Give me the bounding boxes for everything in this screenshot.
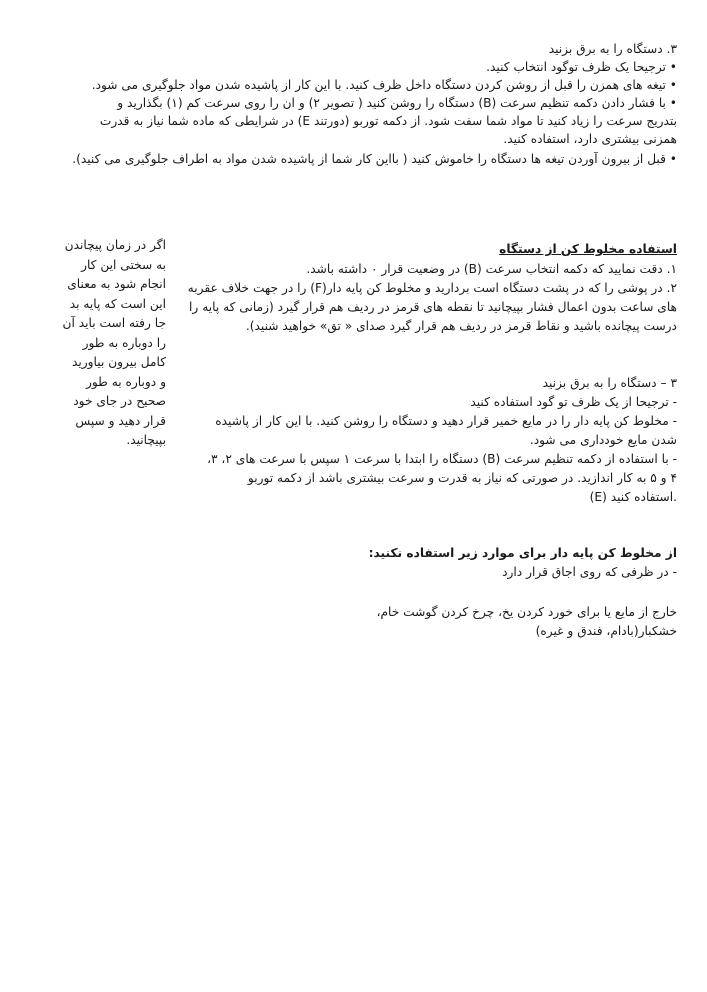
section2-line-2: ۲. در پوشی را که در پشت دستگاه است بردارید و مخلوط کن پایه دار(F) را در جهت خلاف عقربه [187,281,677,295]
section1-line-2: • ترجیحا یک ظرف توگود انتخاب کنید. [486,60,677,74]
section2-title: استفاده مخلوط کن از دستگاه [499,242,677,256]
section4-line-1: - در ظرفی که روی اجاق قرار دارد [502,565,677,579]
section2-line-4: درست پیچانده باشید و نقاط قرمز در ردیف هم قرار گیرد صدای « تق» خواهید شنید). [245,319,677,333]
side-note-line: جا رفته است باید آن [62,316,166,330]
section3-line-2: - ترجیحا از یک ظرف تو گود استفاده کنید [470,395,677,409]
side-note-line: را دوباره به طور [82,335,166,350]
section3-line-5: - با استفاده از دکمه تنظیم سرعت (B) دستگاه را ابتدا با سرعت ۱ سپس با سرعت های ۲، ۳، [207,452,677,466]
section1-line-5: بتدریج سرعت را زیاد کنید تا مواد شما سفت شود. از دکمه توربو (دورتند E) در شرایطی که ماده شما نیاز به قدرت [99,114,677,128]
section1-line-3: • تیغه های همزن را قبل از روشن کردن دستگاه داخل ظرف کنید. با این کار از پاشیده شدن مواد جلوگیری می شود. [91,78,677,92]
section1-line-7: • قبل از بیرون آوردن تیغه ها دستگاه را خاموش کنید ( بااین کار شما از پاشیده شدن مواد به اطراف جلوگیری می کنید). [72,152,677,166]
side-note-line: قرار دهید و سپس [75,413,166,428]
section3-line-1: ۳ – دستگاه را به برق بزنید [542,376,677,390]
side-note-line: این است که پایه بد [69,296,166,311]
section1-line-6: همزنی بیشتری دارد، استفاده کنید. [503,132,677,146]
section3-line-4: شدن مایع خودداری می شود. [529,433,677,447]
section4-title: از مخلوط کن پایه دار برای موارد زیر استفاده نکنید: [368,546,677,560]
side-note-line: اگر در زمان پیچاندن [64,238,166,252]
section1-line-1: ۳. دستگاه را به برق بزنید [548,42,677,56]
side-note-line: کامل بیرون بیاورید [72,355,166,369]
side-note-line: به سختی این کار [81,257,166,272]
side-note [58,236,166,451]
section4-line-3: خشکبار(بادام، فندق و غیره) [535,624,677,638]
section3-line-6: ۴ و ۵ به کار اندازید. در صورتی که نیاز به قدرت و سرعت بیشتری باشد از دکمه توربو [247,471,677,485]
section3-line-7: (E) استفاده کنید. [589,490,677,504]
section2-line-3: های ساعت بدون اعمال فشار بپیچانید تا نقطه های قرمز در ردیف هم قرار گیرد (زمانی که پایه را [189,300,677,314]
side-note-line: انجام شود به معنای [67,277,166,291]
section4-line-2: خارج از مایع یا برای خورد کردن یخ، چرخ کردن گوشت خام، [376,605,677,619]
section3-line-3: - مخلوط کن پایه دار را در مایع خمیر قرار دهید و دستگاه را روشن کنید. با این کار از پاشیده [215,414,677,428]
side-note-line: و دوباره به طور [85,374,166,389]
side-note-line: صحیح در جای خود [73,394,166,408]
section2-line-1: ۱. دقت نمایید که دکمه انتخاب سرعت (B) در وضعیت قرار ۰ داشته باشد. [306,262,677,276]
section1-line-4: • با فشار دادن دکمه تنظیم سرعت (B) دستگاه را روشن کنید ( تصویر ۲) و ان را روی سرعت کم (۱) بگذارید و [117,96,677,110]
side-note-line: بپیچانید. [126,433,166,447]
